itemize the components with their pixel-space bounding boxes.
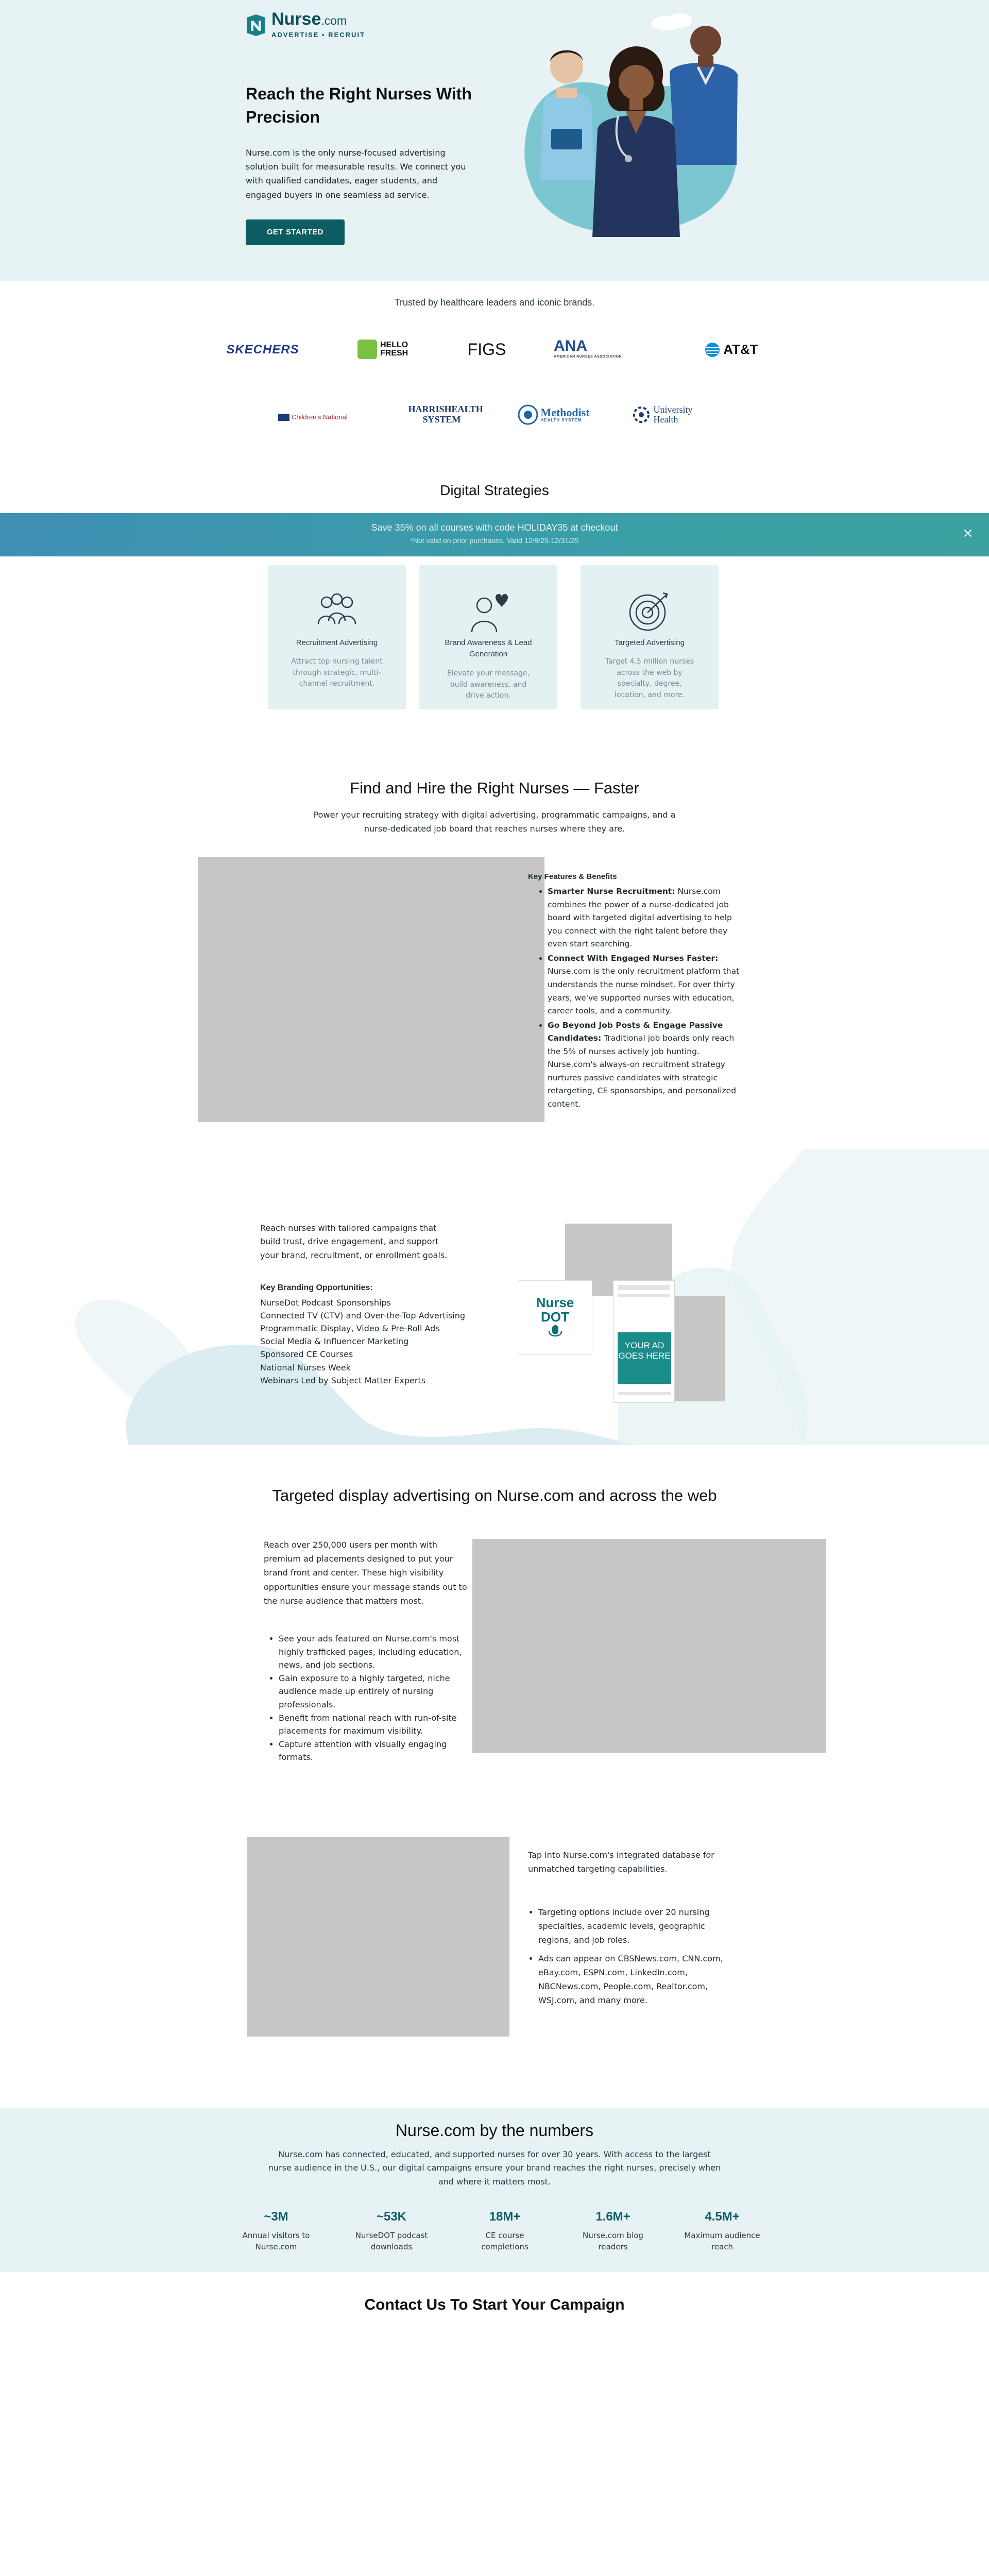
phone-ad-mockup xyxy=(613,1280,675,1403)
stat-label: Annual visitors to Nurse.com xyxy=(242,2230,310,2252)
your-ad-goes-here: YOUR AD GOES HERE xyxy=(618,1332,671,1384)
people-icon xyxy=(311,588,363,629)
strategies-title: Digital Strategies xyxy=(440,482,549,498)
strategy-card-targeted[interactable] xyxy=(581,565,719,709)
card-description: Attract top nursing talent through strategic, multi-channel recruitment. xyxy=(291,657,383,688)
list-item: • Targeting options include over 20 nursing specialties, academic levels, geographic regions, and job roles. xyxy=(538,1905,731,1947)
close-icon[interactable]: × xyxy=(962,526,974,541)
brand-logo-att: AT&T xyxy=(695,337,768,362)
hero-nurses-image xyxy=(494,10,742,258)
list-item: • Benefit from national reach with run-of-site placements for maximum visibility. xyxy=(279,1711,474,1738)
hero-description: Nurse.com is the only nurse-focused advertising solution built for measurable results. We connect you with qualified candidates, eager students, and engaged buyers in one seamless ad service. xyxy=(246,148,466,200)
list-item: • Gain exposure to a highly targeted, niche audience made up entirely of nursing professionals. xyxy=(279,1672,474,1711)
brand-logo-ana: ANA AMERICAN NURSES ASSOCIATION xyxy=(554,337,622,359)
site-logo[interactable] xyxy=(246,10,365,41)
hero-section xyxy=(0,0,989,281)
get-started-button[interactable]: GET STARTED xyxy=(246,219,345,245)
trusted-brands-section xyxy=(0,281,989,510)
list-item: Programmatic Display, Video & Pre-Roll Ads xyxy=(260,1324,440,1334)
branding-intro: Reach nurses with tailored campaigns that build trust, drive engagement, and support your brand, recruitment, or enrollment goals. xyxy=(260,1223,448,1260)
brand-logo-harris-health: HARRISHEALTH SYSTEM xyxy=(408,404,483,425)
list-item: • Capture attention with visually engaging formats. xyxy=(279,1738,474,1764)
stat-value: ~3M xyxy=(264,2210,288,2224)
brand-logo-methodist: Methodist HEALTH SYSTEM xyxy=(513,400,595,429)
university-health-logo-icon xyxy=(632,405,651,424)
stat-label: CE course completions xyxy=(481,2230,528,2252)
strategy-card-recruitment[interactable] xyxy=(268,565,406,709)
stat-label: Maximum audience reach xyxy=(684,2230,760,2252)
list-item: NurseDot Podcast Sponsorships xyxy=(260,1298,391,1308)
stat-label: NurseDOT podcast downloads xyxy=(355,2230,428,2252)
logo-wordmark: Nurse.com xyxy=(271,9,347,29)
hero-title: Reach the Right Nurses With Precision xyxy=(246,84,472,126)
strategy-card-brand-awareness[interactable] xyxy=(419,565,557,709)
hire-video-placeholder[interactable] xyxy=(198,857,544,1122)
stat-blog-readers xyxy=(572,2210,654,2253)
list-item: Connected TV (CTV) and Over-the-Top Advertising xyxy=(260,1311,466,1321)
branding-section xyxy=(0,1149,989,1445)
hire-title: Find and Hire the Right Nurses — Faster xyxy=(350,779,639,797)
card-description: Target 4.5 million nurses across the web by specialty, degree, location, and more. xyxy=(605,657,694,700)
targeting-benefits-list xyxy=(538,1905,731,2011)
brand-logo-university-health: University Health xyxy=(628,400,708,429)
list-item: Webinars Led by Subject Matter Experts xyxy=(260,1375,426,1385)
promo-note: *Not valid on prior purchases. Valid 12/8/25-12/31/25 xyxy=(410,536,579,545)
contact-title: Contact Us To Start Your Campaign xyxy=(364,2296,625,2313)
podcast-title: Nurse DOT xyxy=(536,1295,574,1325)
hire-subtitle: Power your recruiting strategy with digital advertising, programmatic campaigns, and a nurse-dedicated job board that reaches nurses where they are. xyxy=(313,810,676,834)
promo-banner xyxy=(0,513,989,556)
features-title: Key Features & Benefits xyxy=(528,872,617,881)
numbers-description: Nurse.com has connected, educated, and supported nurses for over 30 years. With access to the largest nurse audience in the U.S., our digital campaigns ensure your brand reaches the right nurses, precisely when and where it matters most. xyxy=(268,2149,721,2187)
card-title: Brand Awareness & Lead Generation xyxy=(445,638,532,658)
card-title: Recruitment Advertising xyxy=(296,638,378,647)
microphone-icon xyxy=(545,1324,566,1340)
display-benefits-list xyxy=(279,1632,474,1764)
targeting-intro: Tap into Nurse.com's integrated database for unmatched targeting capabilities. xyxy=(528,1850,714,1874)
promo-message: Save 35% on all courses with code HOLIDAY35 at checkout xyxy=(371,522,618,533)
brand-logo-hellofresh: HELLO FRESH xyxy=(349,336,421,362)
display-title: Targeted display advertising on Nurse.com and across the web xyxy=(272,1486,717,1504)
brand-logo-figs: FIGS xyxy=(467,340,506,359)
stat-value: 18M+ xyxy=(489,2210,521,2224)
features-list xyxy=(548,885,741,1112)
stat-annual-visitors xyxy=(235,2210,317,2253)
trusted-title: Trusted by healthcare leaders and iconic brands. xyxy=(394,297,595,308)
list-item: National Nurses Week xyxy=(260,1362,351,1372)
nursedot-podcast-tile xyxy=(518,1280,592,1355)
stat-podcast-downloads xyxy=(350,2210,433,2253)
display-ad-placeholder xyxy=(472,1539,826,1753)
stat-value: ~53K xyxy=(376,2210,407,2224)
numbers-title: Nurse.com by the numbers xyxy=(395,2121,594,2140)
list-item: Social Media & Influencer Marketing xyxy=(260,1336,409,1347)
card-description: Elevate your message, build awareness, and drive action. xyxy=(447,669,530,700)
att-globe-icon xyxy=(705,342,720,358)
contact-form-area[interactable] xyxy=(268,2334,721,2576)
stat-value: 4.5M+ xyxy=(705,2210,740,2224)
target-icon xyxy=(624,588,675,634)
branding-opportunities-list xyxy=(260,1296,487,1387)
list-item: • Ads can appear on CBSNews.com, CNN.com, eBay.com, ESPN.com, LinkedIn.com, NBCNews.com, People.com, Realtor.com, WSJ.com, and many more. xyxy=(538,1952,731,2008)
stat-ce-completions xyxy=(464,2210,546,2253)
stat-audience-reach xyxy=(681,2210,763,2253)
methodist-logo-icon xyxy=(518,404,538,425)
brand-logo-childrens-national: Children's National xyxy=(278,407,366,428)
list-item: • Connect With Engaged Nurses Faster: Nurse.com is the only recruitment platform that understands the nurse mindset. For over thirty years, we've supported nurses with education, career tools, and a community. xyxy=(548,952,741,1018)
card-title: Targeted Advertising xyxy=(615,638,685,647)
list-item: • Smarter Nurse Recruitment: Nurse.com combines the power of a nurse-dedicated job board with targeted digital advertising to help you connect with the right talent before they even start searching. xyxy=(548,885,741,951)
person-heart-icon xyxy=(463,588,514,634)
list-item: • See your ads featured on Nurse.com's most highly trafficked pages, including education, news, and job sections. xyxy=(279,1632,474,1672)
logo-tagline: ADVERTISE • RECRUIT xyxy=(271,31,365,39)
decorative-waves xyxy=(0,1149,989,1445)
branding-opportunities-title: Key Branding Opportunities: xyxy=(260,1283,373,1292)
list-item: Sponsored CE Courses xyxy=(260,1349,353,1360)
display-intro: Reach over 250,000 users per month with premium ad placements designed to put your brand front and center. These high visibility opportunities ensure your message stands out to the nurse audience that matters most. xyxy=(264,1540,467,1606)
stat-label: Nurse.com blog readers xyxy=(583,2230,643,2252)
brand-logo-skechers: SKECHERS xyxy=(226,342,299,357)
targeting-image-placeholder xyxy=(247,1837,509,2037)
logo-mark-icon xyxy=(246,13,266,37)
list-item: • Go Beyond Job Posts & Engage Passive Candidates: Traditional job boards only reach the 5% of nurses actively job hunting. Nurse.com's always-on recruitment strategy nurtures passive candidates with strategic retargeting, CE sponsorships, and personalized content. xyxy=(548,1019,741,1111)
stat-value: 1.6M+ xyxy=(595,2210,630,2224)
